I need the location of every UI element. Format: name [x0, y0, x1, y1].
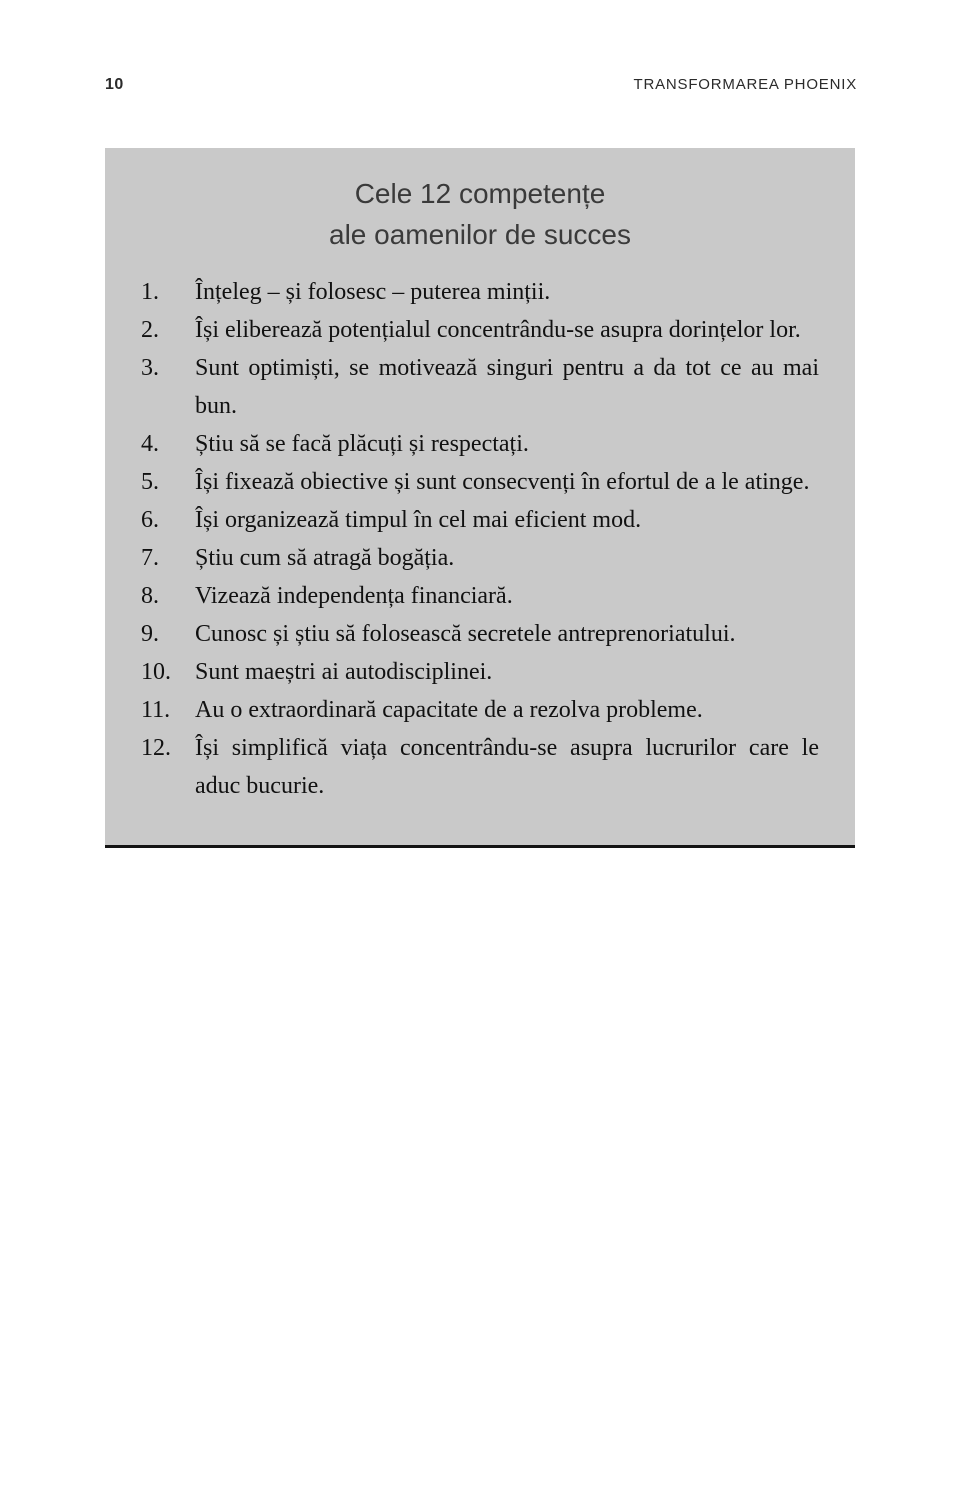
list-item	[141, 463, 819, 501]
item-text: Știu cum să atragă bogăția.	[195, 545, 455, 572]
box-title-line2: ale oamenilor de succes	[329, 218, 631, 250]
item-text: Cunosc și știu să folosească secretele antreprenoriatului.	[195, 621, 736, 648]
item-text: Își simplifică viața concentrându-se asupra lucrurilor care le aduc bucurie.	[195, 735, 819, 800]
item-number: 9.	[141, 621, 159, 648]
item-number: 6.	[141, 507, 159, 534]
item-number: 5.	[141, 469, 159, 496]
item-text: Își organizează timpul în cel mai eficient mod.	[195, 507, 642, 534]
item-number: 4.	[141, 431, 159, 458]
item-number: 12.	[141, 735, 171, 762]
item-text: Înțeleg – și folosesc – puterea minții.	[195, 279, 551, 306]
competence-list	[141, 273, 819, 805]
box-title-line1: Cele 12 competențe	[354, 178, 606, 209]
item-text: Sunt optimiști, se motivează singuri pentru a da tot ce au mai bun.	[195, 355, 819, 420]
list-item	[141, 615, 819, 653]
competences-box	[105, 148, 855, 848]
item-text: Își eliberează potențialul concentrându-se asupra dorințelor lor.	[195, 317, 801, 344]
list-item	[141, 653, 819, 691]
item-number: 3.	[141, 355, 159, 382]
list-item	[141, 425, 819, 463]
item-text: Au o extraordinară capacitate de a rezolva probleme.	[195, 697, 703, 724]
item-text: Știu să se facă plăcuți și respectați.	[195, 431, 529, 458]
item-text: Își fixează obiective și sunt consecvenți în efortul de a le atinge.	[195, 469, 810, 496]
list-item	[141, 349, 819, 425]
box-title	[141, 174, 819, 255]
list-item	[141, 311, 819, 349]
item-number: 8.	[141, 583, 159, 610]
page-number: 10	[105, 76, 124, 93]
list-item	[141, 273, 819, 311]
item-number: 7.	[141, 545, 159, 572]
item-number: 2.	[141, 317, 159, 344]
list-item	[141, 729, 819, 805]
running-title: TRANSFORMAREA PHOENIX	[633, 76, 857, 93]
item-number: 11.	[141, 697, 171, 724]
list-item	[141, 501, 819, 539]
list-item	[141, 539, 819, 577]
page-header	[105, 76, 857, 94]
list-item	[141, 691, 819, 729]
list-item	[141, 577, 819, 615]
item-number: 1.	[141, 279, 159, 306]
item-text: Sunt maeștri ai autodisciplinei.	[195, 659, 493, 686]
item-number: 10.	[141, 659, 171, 686]
item-text: Vizează independența financiară.	[195, 583, 513, 610]
